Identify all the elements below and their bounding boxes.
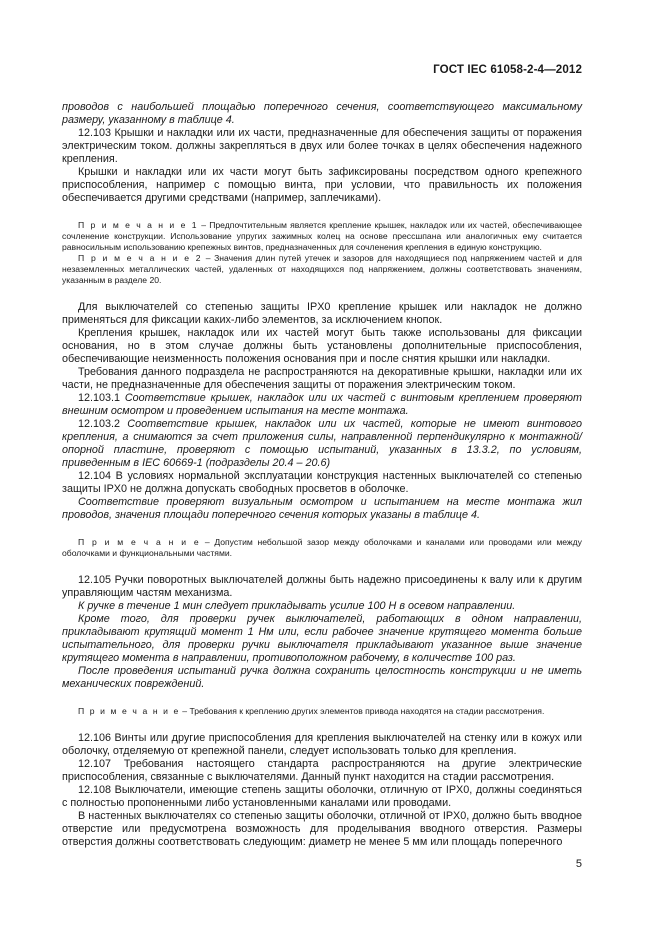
body-paragraph: 12.107 Требования настоящего стандарта распространяются на другие электрические приспособления, связанные с выключателями. Данный пункт находится на стадии рассмотрения. xyxy=(62,758,582,783)
note-label: П р и м е ч а н и е xyxy=(78,706,180,716)
spacer xyxy=(62,205,582,220)
spacer xyxy=(62,717,582,732)
body-paragraph: 12.106 Винты или другие приспособления для крепления выключателей на стенку или в кожух или оболочку, отделяемую от крепежной панели, следует использовать только для крепления. xyxy=(62,732,582,757)
note-label: П р и м е ч а н и е 1 xyxy=(78,220,199,230)
spacer xyxy=(62,522,582,537)
body-paragraph: После проведения испытаний ручка должна сохранить целостность конструкции и не иметь механических повреждений. xyxy=(62,665,582,690)
note-paragraph xyxy=(62,706,582,717)
spacer xyxy=(62,286,582,301)
body-paragraph xyxy=(62,392,582,418)
note-paragraph xyxy=(62,537,582,559)
note-paragraph xyxy=(62,220,582,253)
clause-number: 12.103.1 xyxy=(78,392,125,404)
note-paragraph xyxy=(62,253,582,286)
note-text: – Требования к креплению других элементов привода находятся на стадии рассмотрения. xyxy=(179,706,545,716)
spacer xyxy=(62,691,582,706)
body-paragraph: 12.105 Ручки поворотных выключателей должны быть надежно присоединены к валу или к другим управляющим частям механизма. xyxy=(62,574,582,599)
body-paragraph: Кроме того, для проверки ручек выключателей, работающих в одном направлении, прикладывают крутящий момент 1 Нм или, если рабочее значение крутящего момента больше испытательного, для проверки ручки выключателя прикладывают указанное выше значение крутящего момента в направлении, противоположном рабочему, в количестве 100 раз. xyxy=(62,613,582,664)
clause-text: Соответствие крышек, накладок или их частей с винтовым креплением проверяют внешним осмотром и проведением испытания на месте монтажа. xyxy=(62,392,582,417)
body-paragraph: 12.104 В условиях нормальной эксплуатации конструкция настенных выключателей со степенью защиты IPX0 не должна допускать свободных просветов в оболочке. xyxy=(62,470,582,495)
page-header: ГОСТ IEC 61058-2-4—2012 xyxy=(433,63,582,76)
body-paragraph: Требования данного подраздела не распространяются на декоративные крышки, накладки или их части, не предназначенные для обеспечения защиты от поражения электрическим током. xyxy=(62,366,582,391)
body-paragraph: Крепления крышек, накладок или их частей могут быть также использованы для фиксации основания, но в этом случае должны быть установлены дополнительные приспособления, обеспечивающие неизменность положения основания при и после снятия крышки или накладки. xyxy=(62,327,582,365)
spacer xyxy=(62,559,582,574)
body-paragraph: 12.103 Крышки и накладки или их части, предназначенные для обеспечения защиты от поражения электрическим током. должны закрепляться в двух или более точках в целях обеспечения надежного крепления. xyxy=(62,127,582,165)
body-paragraph: 12.108 Выключатели, имеющие степень защиты оболочки, отличную от IPX0, должны соединяться с полностью пропоненными либо установленными каналами или проводами. xyxy=(62,784,582,809)
body-paragraph: проводов с наибольшей площадью поперечного сечения, соответствующего максимальному размеру, указанному в таблице 4. xyxy=(62,101,582,126)
body-paragraph: Соответствие проверяют визуальным осмотром и испытанием на месте монтажа жил проводов, значения площади поперечного сечения которых указаны в таблице 4. xyxy=(62,496,582,521)
note-label: П р и м е ч а н и е 2 xyxy=(78,253,203,263)
note-text: – Предпочтительным является крепление крышек, накладок или их частей, обеспечивающее сочленение конструкции. Использование упругих зажимных колец на основе прессшпана или аналогичных ему считается равносильным использованию крепежных винтов, предназначенных для сочленения крепления в единую конструкцию. xyxy=(62,220,582,252)
body-paragraph: Крышки и накладки или их части могут быть зафиксированы посредством одного крепежного приспособления, например с помощью винта, при условии, что правильность их положения обеспечивается другими средствами (например, заплечиками). xyxy=(62,166,582,204)
body-paragraph: В настенных выключателях со степенью защиты оболочки, отличной от IPX0, должно быть вводное отверстие или предусмотрена возможность для проделывания вводного отверстия. Размеры отверстия должны соответствовать следующим: диаметр не менее 5 мм или площадь поперечного xyxy=(62,810,582,848)
clause-number: 12.103.2 xyxy=(78,418,128,430)
clause-text: Соответствие крышек, накладок или их частей, которые не имеют винтового крепления, а снимаются за счет приложения силы, направленной перпендикулярно к монтажной/опорной пластине, проверяют с помощью испытаний, указанных в 13.3.2, по условиям, приведенным в IEC 60669-1 (подразделы 20.4 – 20.6) xyxy=(62,418,582,469)
document-body xyxy=(62,101,582,849)
note-text: – Допустим небольшой зазор между оболочками и каналами или проводами или между оболочками и функциональными частями. xyxy=(62,537,582,558)
note-label: П р и м е ч а н и е xyxy=(78,537,201,547)
body-paragraph: К ручке в течение 1 мин следует прикладывать усилие 100 Н в осевом направлении. xyxy=(78,600,516,612)
body-paragraph xyxy=(62,418,582,470)
body-paragraph: Для выключателей со степенью защиты IPX0 крепление крышек или накладок не должно применяться для фиксации каких-либо элементов, за исключением кнопок. xyxy=(62,301,582,326)
page-number: 5 xyxy=(575,858,582,870)
note-text: – Значения длин путей утечек и зазоров для находящиеся под напряжением частей и для незаземленных металлических частей, удаленных от находящихся под напряжением, должны соответствовать значениям, указанным в разделе 20. xyxy=(62,253,582,285)
